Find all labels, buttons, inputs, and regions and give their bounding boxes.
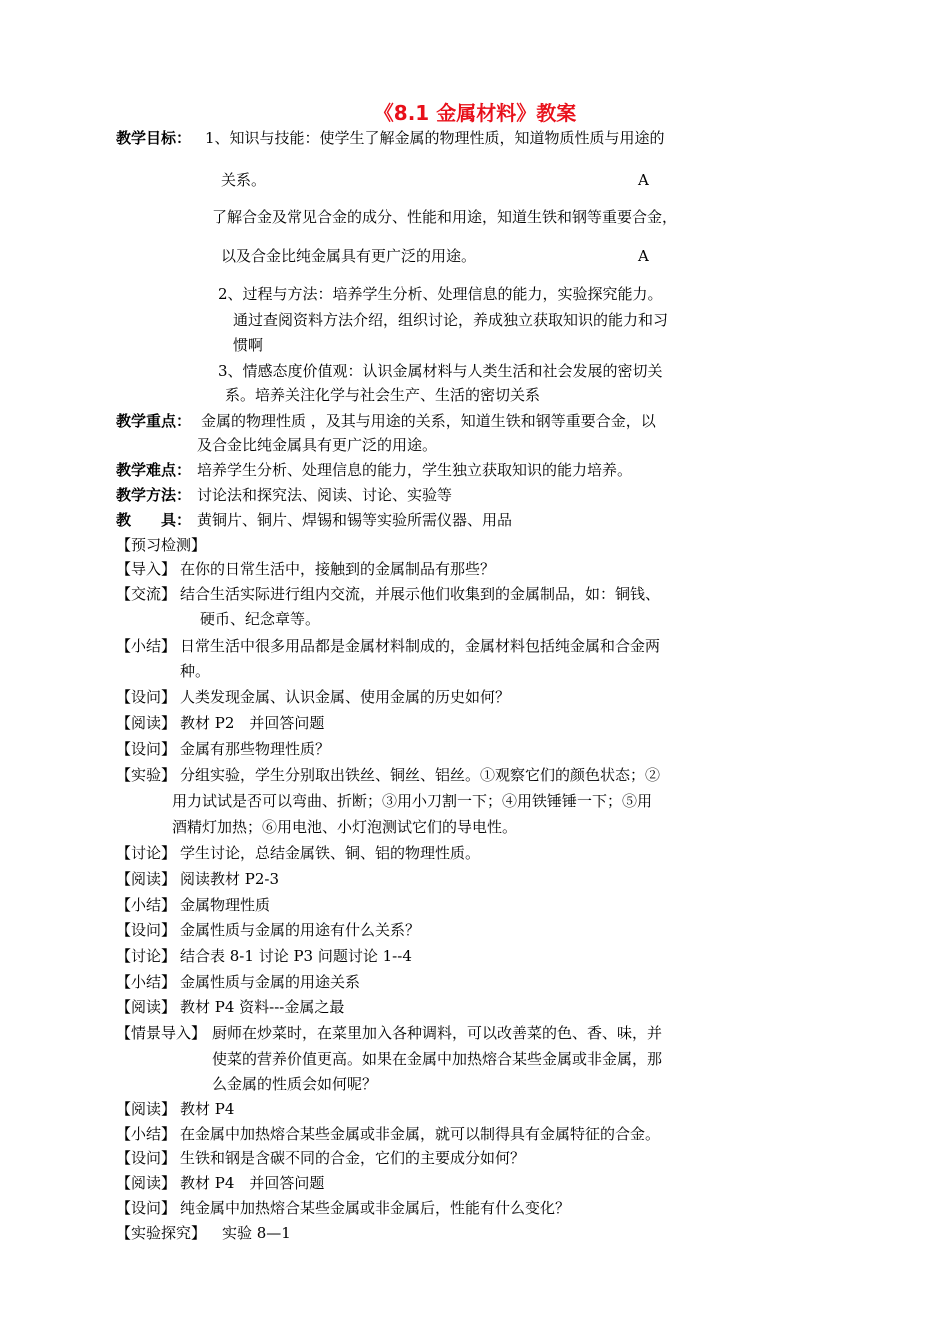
step-text-cont: 硬币、纪念章等。 [200, 610, 321, 628]
step-text-cont: 种。 [180, 662, 211, 680]
key-points-label: 教学重点： [116, 412, 192, 430]
step-text: 人类发现金属、认识金属、使用金属的历史如何？ [180, 688, 511, 706]
step-text: 学生讨论，总结金属铁、铜、铝的物理性质。 [180, 844, 481, 862]
step-tag: 【阅读】 [116, 1174, 177, 1192]
step-text: 厨师在炒菜时，在菜里加入各种调料，可以改善菜的色、香、味，并 [212, 1024, 663, 1042]
key-points-line1: 金属的物理性质 ，及其与用途的关系，知道生铁和钢等重要合金，以 [201, 412, 656, 430]
tools-label: 教 具： [116, 511, 192, 529]
step-text: 教材 P2 并回答问题 [180, 714, 325, 732]
step-tag: 【导入】 [116, 560, 177, 578]
tools-text: 黄铜片、铜片、焊锡和锡等实验所需仪器、用品 [197, 511, 513, 529]
step-text: 教材 P4 并回答问题 [180, 1174, 325, 1192]
step-tag: 【阅读】 [116, 998, 177, 1016]
methods-text: 讨论法和探究法、阅读、讨论、实验等 [197, 486, 453, 504]
step-tag: 【设问】 [116, 688, 177, 706]
objectives-item1-line2: 关系。 [221, 171, 267, 189]
objectives-mark-a1: A [638, 171, 649, 189]
step-text: 在金属中加热熔合某些金属或非金属，就可以制得具有金属特征的合金。 [180, 1125, 661, 1143]
step-text-cont: 用力试试是否可以弯曲、折断；③用小刀割一下；④用铁锤锤一下；⑤用 [172, 792, 653, 810]
step-tag: 【交流】 [116, 585, 177, 603]
step-text-cont: 酒精灯加热；⑥用电池、小灯泡测试它们的导电性。 [172, 818, 518, 836]
step-tag: 【情景导入】 [116, 1024, 207, 1042]
step-tag: 【实验探究】 [116, 1224, 207, 1242]
step-tag: 【讨论】 [116, 947, 177, 965]
step-text: 金属物理性质 [180, 896, 271, 914]
objectives-item2-line2: 通过查阅资料方法介绍，组织讨论，养成独立获取知识的能力和习 [233, 311, 669, 329]
objectives-item1-line3: 了解合金及常见合金的成分、性能和用途，知道生铁和钢等重要合金， [212, 208, 678, 226]
step-text: 结合生活实际进行组内交流，并展示他们收集到的金属制品，如：铜钱、 [180, 585, 661, 603]
difficulties-label: 教学难点： [116, 461, 192, 479]
step-tag: 【阅读】 [116, 714, 177, 732]
step-text: 日常生活中很多用品都是金属材料制成的，金属材料包括纯金属和合金两 [180, 637, 661, 655]
step-tag: 【小结】 [116, 637, 177, 655]
objectives-label: 教学目标： [116, 129, 192, 147]
objectives-item1-line4: 以及合金比纯金属具有更广泛的用途。 [221, 247, 477, 265]
objectives-item3-line1: 3、情感态度价值观：认识金属材料与人类生活和社会发展的密切关 [218, 362, 663, 380]
step-tag: 【实验】 [116, 766, 177, 784]
step-text: 金属性质与金属的用途有什么关系？ [180, 921, 421, 939]
step-text: 纯金属中加热熔合某些金属或非金属后，性能有什么变化？ [180, 1199, 571, 1217]
objectives-item2-line3: 惯啊 [233, 336, 264, 354]
step-tag: 【阅读】 [116, 870, 177, 888]
step-text: 金属有那些物理性质？ [180, 740, 331, 758]
methods-label: 教学方法： [116, 486, 192, 504]
step-text: 教材 P4 [180, 1100, 235, 1118]
objectives-item3-line2: 系。培养关注化学与社会生产、生活的密切关系 [225, 386, 541, 404]
step-tag: 【设问】 [116, 740, 177, 758]
objectives-item1-line1: 1、知识与技能：使学生了解金属的物理性质，知道物质性质与用途的 [205, 129, 665, 147]
step-text: 结合表 8-1 讨论 P3 问题讨论 1--4 [180, 947, 412, 965]
step-tag: 【小结】 [116, 896, 177, 914]
step-text: 金属性质与金属的用途关系 [180, 973, 361, 991]
step-text-cont: 使菜的营养价值更高。如果在金属中加热熔合某些金属或非金属，那 [212, 1050, 663, 1068]
objectives-item2-line1: 2、过程与方法：培养学生分析、处理信息的能力，实验探究能力。 [218, 285, 663, 303]
step-preview-tag: 【预习检测】 [116, 536, 207, 554]
step-text: 教材 P4 资料---金属之最 [180, 998, 345, 1016]
step-tag: 【设问】 [116, 921, 177, 939]
objectives-mark-a2: A [638, 247, 649, 265]
difficulties-text: 培养学生分析、处理信息的能力，学生独立获取知识的能力培养。 [197, 461, 633, 479]
key-points-line2: 及合金比纯金属具有更广泛的用途。 [197, 436, 438, 454]
page-title: 《8.1 金属材料》教案 [373, 101, 577, 125]
step-tag: 【设问】 [116, 1199, 177, 1217]
step-text: 分组实验，学生分别取出铁丝、铜丝、铝丝。①观察它们的颜色状态；② [180, 766, 661, 784]
step-text-cont: 么金属的性质会如何呢？ [212, 1075, 378, 1093]
step-text: 实验 8—1 [222, 1224, 291, 1242]
step-tag: 【设问】 [116, 1149, 177, 1167]
step-tag: 【讨论】 [116, 844, 177, 862]
step-text: 阅读教材 P2-3 [180, 870, 280, 888]
step-text: 生铁和钢是含碳不同的合金，它们的主要成分如何？ [180, 1149, 526, 1167]
step-text: 在你的日常生活中，接触到的金属制品有那些？ [180, 560, 496, 578]
step-tag: 【小结】 [116, 973, 177, 991]
step-tag: 【阅读】 [116, 1100, 177, 1118]
step-tag: 【小结】 [116, 1125, 177, 1143]
